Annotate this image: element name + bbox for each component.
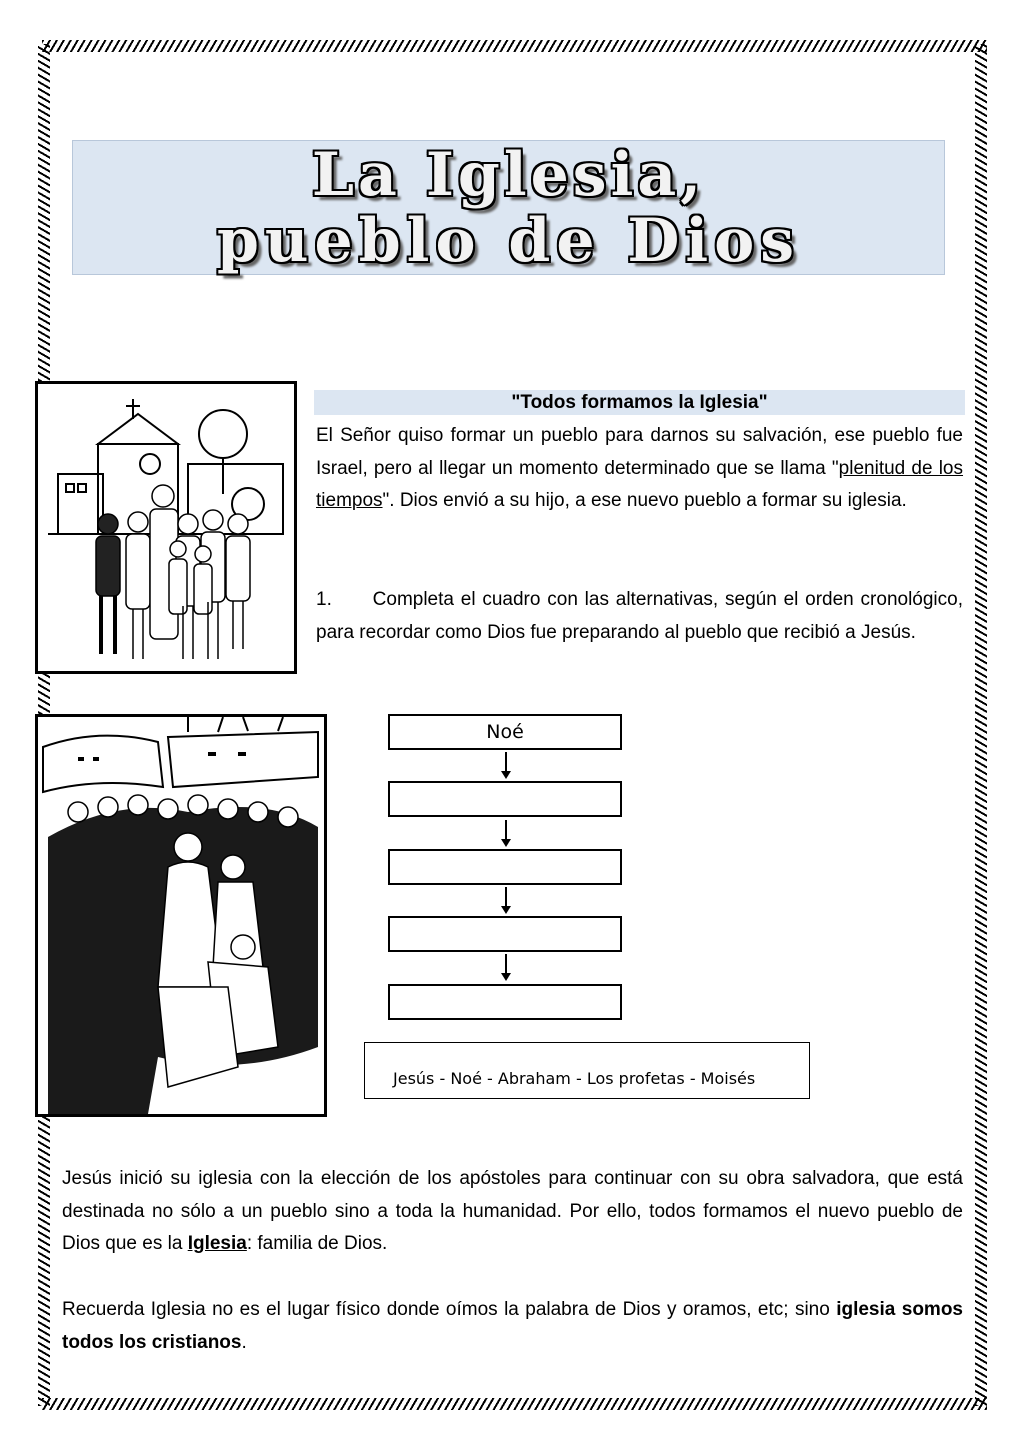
instruction-paragraph — [316, 584, 963, 649]
arrow-down-icon — [496, 954, 516, 982]
plenitud-link-text: plenitud de los tiempos — [316, 457, 964, 511]
decorative-border-bottom — [42, 1398, 987, 1410]
intro-paragraph — [316, 420, 963, 518]
title-line-1: La Iglesia, — [311, 140, 706, 210]
reminder-paragraph — [62, 1294, 963, 1359]
intro-text-start: El Señor quiso formar un pueblo para darnos su salvación, ese pueblo fue Israel, pero al llegar un momento determinado que se llama " — [316, 425, 963, 479]
reminder-text-end: . — [241, 1331, 247, 1353]
reminder-emphasis: iglesia somos todos los cristianos — [62, 1299, 963, 1353]
crowd-illustration — [35, 714, 327, 1117]
flow-box-3[interactable] — [388, 849, 622, 885]
church-text-start: Jesús inició su iglesia con la elección de los apóstoles para continuar con su obra salvadora, que está destinada no sólo a un pueblo sino a toda la humanidad. Por ello, todos formamos el nuevo pueblo de Dios que es la — [62, 1168, 963, 1254]
decorative-border-top — [42, 40, 987, 52]
section-heading: "Todos formamos la Iglesia" — [314, 390, 965, 415]
flow-box-1: Noé — [388, 714, 622, 750]
arrow-down-icon — [496, 752, 516, 780]
arrow-down-icon — [496, 820, 516, 848]
church-people-illustration — [35, 381, 297, 674]
church-paragraph — [62, 1163, 963, 1261]
flow-box-5[interactable] — [388, 984, 622, 1020]
alternatives-box: Jesús - Noé - Abraham - Los profetas - Moisés — [364, 1042, 810, 1099]
church-text-end: : familia de Dios. — [246, 1233, 388, 1254]
flow-box-2[interactable] — [388, 781, 622, 817]
intro-text-end: ". Dios envió a su hijo, a ese nuevo pueblo a formar su iglesia. — [382, 490, 907, 511]
reminder-text-start: Recuerda Iglesia no es el lugar físico donde oímos la palabra de Dios y oramos, etc; sino — [62, 1299, 837, 1320]
instruction-number: 1. — [316, 589, 332, 610]
instruction-text: Completa el cuadro con las alternativas, según el orden cronológico, para recordar como Dios fue preparando al pueblo que recibió a Jesús. — [316, 589, 963, 643]
arrow-down-icon — [496, 887, 516, 915]
iglesia-emphasis: Iglesia — [187, 1233, 247, 1254]
title-line-2: pueblo de Dios — [216, 206, 801, 276]
flow-box-4[interactable] — [388, 916, 622, 952]
decorative-border-right — [975, 44, 987, 1406]
page-title — [72, 140, 945, 275]
